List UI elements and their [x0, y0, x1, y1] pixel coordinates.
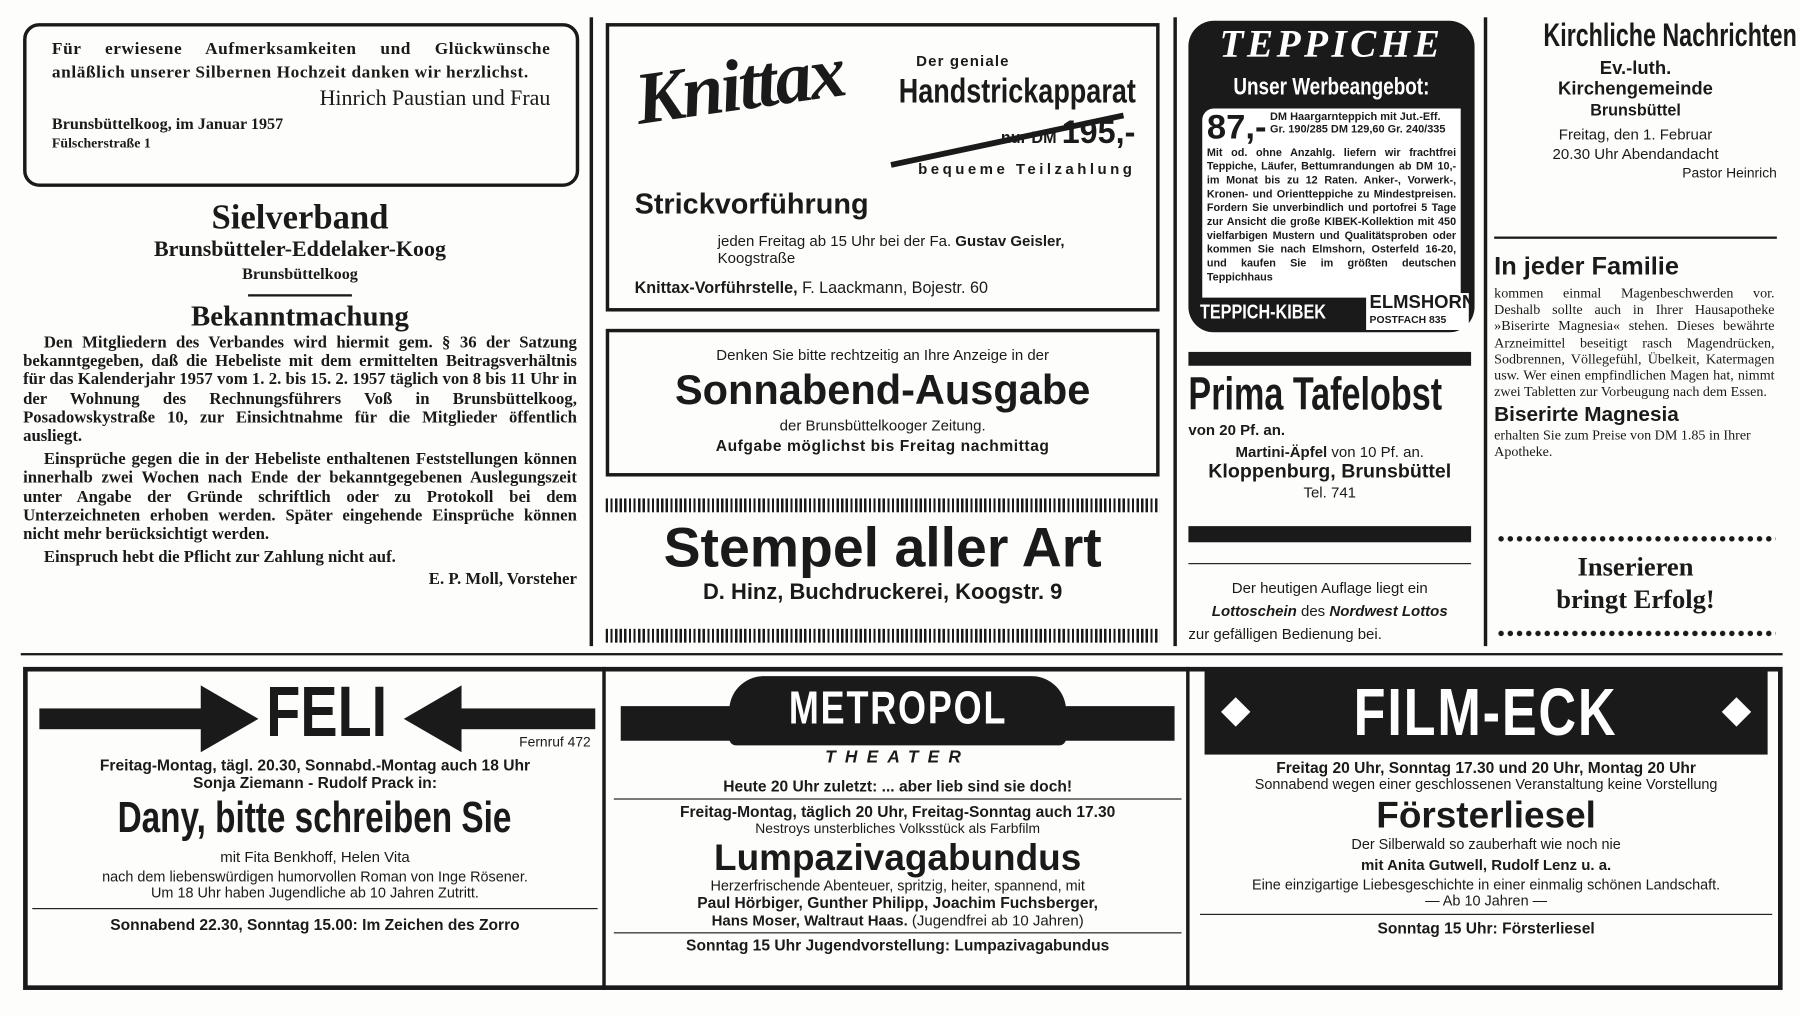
saturday-edition-ad	[606, 329, 1160, 477]
metropol-today: Heute 20 Uhr zuletzt: ... aber lieb sind sie doch!	[723, 777, 1073, 795]
metropol-times: Freitag-Montag, täglich 20 Uhr, Freitag-Sonntag auch 17.30	[679, 803, 1116, 821]
fruit-price: von 20 Pf. an.	[1188, 421, 1286, 439]
knittax-heading: Strickvorführung	[634, 188, 869, 221]
feli-youth: Um 18 Uhr haben Jugendliche ab 10 Jahren Zutritt.	[151, 884, 479, 902]
ad-subtitle: der Brunsbüttelkooger Zeitung.	[779, 416, 986, 434]
church-text: Kirchengemeinde	[1558, 79, 1713, 100]
filmeck-cinema-ad	[1200, 672, 1772, 937]
knittax-footer: Knittax-Vorführstelle, F. Laackmann, Bojestr. 60	[634, 278, 988, 297]
magnesia-title: In jeder Familie	[1494, 251, 1679, 281]
knittax-ad	[606, 23, 1160, 311]
filmeck-text: Der Silberwald so zauberhaft wie noch nie	[1351, 836, 1621, 853]
stamp-title: Stempel aller Art	[663, 518, 1102, 580]
dotted-border	[1496, 629, 1775, 638]
stripe-border	[606, 498, 1160, 512]
metropol-text: Herzerfrischende Abenteuer, spritzig, heiter, spannend, mit	[710, 878, 1085, 895]
fruit-seller: Kloppenburg, Brunsbüttel	[1208, 460, 1452, 483]
filmeck-age: — Ab 10 Jahren —	[1425, 893, 1548, 910]
feli-times: Freitag-Montag, tägl. 20.30, Sonnabd.-Montag auch 18 Uhr	[99, 756, 531, 775]
metropol-desc: Nestroys unsterbliches Volksstück als Farbfilm	[755, 820, 1041, 837]
knittax-payment: bequeme Teilzahlung	[918, 160, 1136, 178]
anniversary-place-date: Brunsbüttelkoog, im Januar 1957	[51, 116, 284, 134]
filmeck-title: FILM-ECK	[1354, 674, 1618, 750]
advertise-slogan: Inserieren bringt Erfolg!	[1556, 552, 1715, 614]
knittax-tagline: Der geniale	[916, 51, 1010, 70]
notice-paragraph-1: Den Mitgliedern des Verbandes wird hiermit gem. § 36 der Satzung bekanntgegeben, daß die Hebeliste mit dem ermittelten Beitragsverhältnis für das Kalenderjahr 1957 vom 1. 2. bis 15. 2. 1957 täglich von 8 bis 11 Uhr in der Wohnung des Rechnungsführers Voß in Brunsbüttelkoog, Posadowskystraße 10, zur Einsichtnahme für die Mitglieder öffentlich ausliegt.	[23, 333, 577, 446]
divider	[1494, 237, 1777, 239]
dotted-border	[1496, 534, 1775, 543]
metropol-cast-2: Hans Moser, Waltraut Haas. (Jugendfrei ab 10 Jahren)	[711, 911, 1084, 929]
carpet-price-detail: DM Haargarnteppich mit Jut.-Eff. Gr. 190/285 DM 129,60 Gr. 240/335	[1269, 110, 1446, 137]
church-event: 20.30 Uhr Abendandacht	[1552, 145, 1719, 163]
church-notice	[1494, 17, 1797, 182]
filmeck-note: Sonnabend wegen einer geschlossenen Veranstaltung keine Vorstellung	[1254, 776, 1718, 793]
feli-with: mit Fita Benkhoff, Helen Vita	[220, 848, 410, 866]
divider	[1188, 563, 1471, 564]
feli-footer: Sonnabend 22.30, Sonntag 15.00: Im Zeichen des Zorro	[110, 916, 520, 934]
notice-paragraph-3: Einspruch hebt die Pflicht zur Zahlung nicht auf.	[43, 548, 396, 567]
carpet-ad	[1188, 21, 1474, 333]
feli-title: FELI	[266, 672, 387, 753]
stamp-subtitle: D. Hinz, Buchdruckerei, Koogstr. 9	[702, 580, 1063, 605]
arrow-right-icon	[39, 685, 258, 754]
column-rule	[1484, 17, 1487, 646]
carpet-offer	[1202, 108, 1460, 297]
fruit-phone: Tel. 741	[1303, 483, 1357, 501]
sielverband-subtitle: Brunsbütteler-Eddelaker-Koog	[154, 237, 446, 262]
notice-paragraph-2: Einsprüche gegen die in der Hebeliste enthaltenen Feststellungen können innerhalb zwei Wochen nach Ende der bekanntgegebenen Auslegungszeit unter Angabe der Gründe schriftlich oder zu Protokoll bei dem Unterzeichneten erhoben werden. Später eingehende Einsprüche können nicht mehr berücksichtigt werden.	[23, 450, 577, 544]
ad-deadline: Aufgabe möglichst bis Freitag nachmittag	[715, 437, 1050, 455]
carpet-title: TEPPICHE	[1219, 23, 1444, 66]
knittax-info: jeden Freitag ab 15 Uhr bei der Fa. Gustav Geisler, Koogstraße	[717, 231, 1065, 267]
metropol-title: METROPOL	[788, 683, 1007, 734]
anniversary-ad	[23, 23, 579, 187]
filmeck-film-title: Försterliesel	[1376, 793, 1596, 836]
stripe-border	[606, 629, 1160, 643]
notice-heading: Bekanntmachung	[190, 301, 409, 333]
knittax-logo: Knittax	[629, 29, 849, 140]
carpet-brand: TEPPICH-KIBEK	[1199, 299, 1326, 324]
bar	[1188, 352, 1471, 366]
sielverband-place: Brunsbüttelkoog	[242, 266, 358, 284]
church-text: Ev.-luth.	[1599, 58, 1672, 79]
church-title: Kirchliche Nachrichten	[1543, 17, 1797, 54]
carpet-address: ELMSHORN POSTFACH 835	[1366, 293, 1469, 330]
knittax-product: Handstrickapparat	[898, 72, 1136, 111]
column-rule	[590, 17, 593, 646]
carpet-price: 87,-	[1206, 108, 1267, 147]
column-rule	[1186, 667, 1189, 990]
church-date: Freitag, den 1. Februar	[1558, 125, 1713, 144]
magnesia-footer: erhalten Sie zum Preise von DM 1.85 in Ihrer Apotheke.	[1494, 427, 1751, 460]
filmeck-footer: Sonntag 15 Uhr: Försterliesel	[1377, 919, 1595, 937]
column-rule	[602, 667, 605, 990]
column-rule	[1173, 17, 1176, 646]
apple-price: Martini-Äpfel von 10 Pf. an.	[1235, 443, 1424, 461]
divider	[248, 294, 352, 296]
section-rule	[21, 653, 1783, 655]
ad-reminder: Denken Sie bitte rechtzeitig an Ihre Anzeige in der	[716, 346, 1050, 364]
magnesia-body: kommen einmal Magenbeschwerden vor. Deshalb sollte auch in Ihrer Hausapotheke »Biserirte Magnesia« stehen. Dieses bewährte Arzneimittel beseitigt rasch Magendrücken, Sodbrennen, Völlegefühl, Übelkeit, Katermagen usw. Wer einen empfindlichen Magen hat, nimmt zwei Tabletten zur Vorbeugung nach dem Essen.	[1494, 284, 1775, 400]
anniversary-signature: Hinrich Paustian und Frau	[319, 86, 551, 111]
metropol-cast: Paul Hörbiger, Gunther Philipp, Joachim Fuchsberger,	[697, 894, 1099, 912]
metropol-film-title: Lumpazivagabundus	[714, 836, 1082, 879]
fruit-ad	[1188, 369, 1471, 501]
feli-phone: Fernruf 472	[519, 733, 591, 750]
carpet-subtitle: Unser Werbeangebot:	[1233, 73, 1430, 101]
metropol-cinema-ad	[614, 672, 1182, 955]
metropol-footer: Sonntag 15 Uhr Jugendvorstellung: Lumpazivagabundus	[686, 936, 1110, 955]
notice-signature: E. P. Moll, Vorsteher	[428, 570, 577, 589]
filmeck-cast: mit Anita Gutwell, Rudolf Lenz u. a.	[1360, 856, 1612, 874]
carpet-body: Mit od. ohne Anzahlg. liefern wir frachtfrei Teppiche, Läufer, Bettumrandungen ab DM 10,- im Monat bis zu 12 Raten. Anker-, Vorwerk-, Kronen- und Orientteppiche zu Mindestpreisen. Fordern Sie unverbindlich und portofrei 5 Tage zur Ansicht die große KIBEK-Kollektion mit 450 vielfarbigen Mustern und Qualitätsproben oder kommen Sie nach Elmshorn, Osterfeld 16-20, und kaufen Sie im größten deutschen Teppichhaus	[1206, 145, 1457, 283]
anniversary-address: Fülscherstraße 1	[51, 134, 151, 152]
ad-title: Sonnabend-Ausgabe	[674, 365, 1091, 414]
magnesia-product: Biserirte Magnesia	[1494, 403, 1679, 427]
feli-cast: Sonja Ziemann - Rudolf Prack in:	[192, 774, 438, 792]
magnesia-ad	[1494, 252, 1774, 460]
sielverband-notice	[23, 198, 577, 589]
metropol-subtitle: THEATER	[825, 747, 971, 768]
bar	[1188, 526, 1471, 542]
knittax-price: nur DM 195,-	[1000, 114, 1136, 150]
filmeck-times: Freitag 20 Uhr, Sonntag 17.30 und 20 Uhr, Montag 20 Uhr	[1276, 759, 1696, 777]
stamp-ad	[606, 517, 1160, 606]
sielverband-title: Sielverband	[211, 198, 389, 237]
lotto-notice: Der heutigen Auflage liegt ein Lottoschein des Nordwest Lottos zur gefälligen Bedienung bei.	[1188, 579, 1448, 643]
church-pastor: Pastor Heinrich	[1682, 164, 1777, 182]
filmeck-text: Eine einzigartige Liebesgeschichte in einer einmalig schönen Landschaft.	[1251, 876, 1721, 894]
church-text: Brunsbüttel	[1590, 100, 1681, 119]
feli-film-title: Dany, bitte schreiben Sie	[118, 793, 512, 843]
fruit-title: Prima Tafelobst	[1188, 369, 1443, 420]
anniversary-text: Für erwiesene Aufmerksamkeiten und Glückwünsche anläßlich unserer Silbernen Hochzeit danken wir herzlichst.	[51, 40, 551, 82]
feli-novel: nach dem liebenswürdigen humorvollen Roman von Inge Rösener.	[102, 868, 528, 885]
